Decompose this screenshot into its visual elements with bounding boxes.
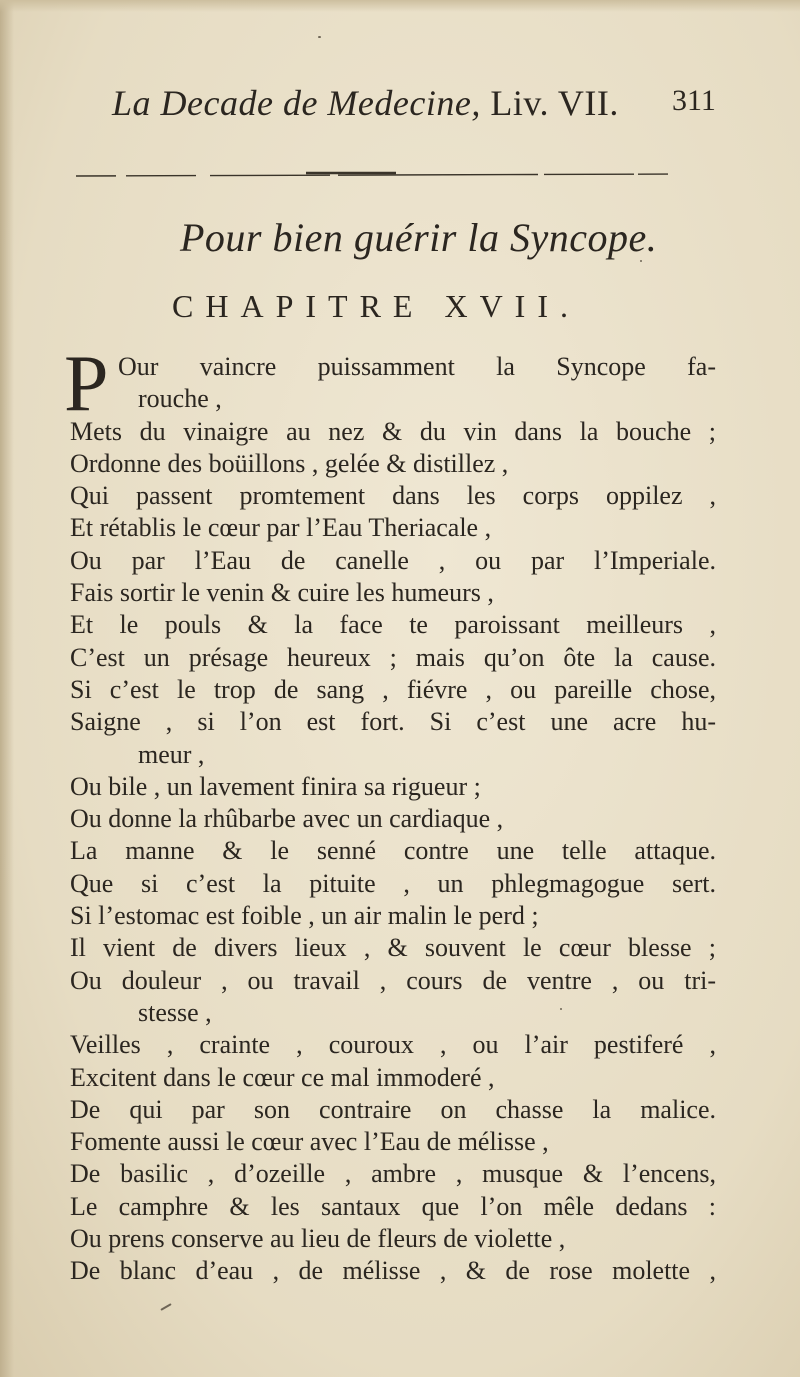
section-title: Pour bien guérir la Syncope. — [180, 215, 658, 260]
verse-line: meur , — [138, 739, 205, 769]
verse-line: Excitent dans le cœur ce mal immoderé , — [70, 1062, 495, 1092]
verse-line: Il vient de divers lieux , & souvent le cœur blesse ; — [70, 933, 716, 963]
verse-line: De qui par son contraire on chasse la malice. — [70, 1094, 716, 1124]
verse-line: stesse , — [138, 997, 212, 1027]
verse-line: Our vaincre puissamment la Syncope fa- — [118, 352, 716, 381]
page-number: 311 — [672, 84, 716, 117]
verse-line: Le camphre & les santaux que l’on mêle dedans : — [70, 1191, 716, 1221]
paper-speck — [318, 36, 321, 38]
verse-line: Ou par l’Eau de canelle , ou par l’Imperiale. — [70, 545, 716, 575]
verse-line: La manne & le senné contre une telle attaque. — [70, 836, 716, 866]
verse-line: De basilic , d’ozeille , ambre , musque & l’encens, — [70, 1159, 716, 1189]
verse-line: De blanc d’eau , de mélisse , & de rose molette , — [70, 1256, 716, 1286]
drop-cap: P — [64, 340, 109, 428]
verse-line: Ou donne la rhûbarbe avec un cardiaque , — [70, 804, 504, 834]
top-edge-shadow — [0, 0, 800, 12]
verse-line: C’est un présage heureux ; mais qu’on ôte la cause. — [70, 642, 716, 672]
verse-line: Veilles , crainte , couroux , ou l’air pestiferé , — [70, 1030, 716, 1060]
verse-line: Qui passent promtement dans les corps oppilez , — [70, 481, 716, 511]
header-rule — [76, 168, 688, 182]
verse-line: Saigne , si l’on est fort. Si c’est une acre hu- — [70, 707, 716, 737]
verse-line: Ordonne des boüillons , gelée & distillez , — [70, 448, 509, 478]
verse-line: Et rétablis le cœur par l’Eau Theriacale , — [70, 513, 492, 543]
verse-line: Et le pouls & la face te paroissant meilleurs , — [70, 610, 716, 640]
book-reference: Liv. VII. — [480, 83, 619, 123]
verse-line: rouche , — [138, 384, 222, 414]
verse-line: Si c’est le trop de sang , fiévre , ou pareille chose, — [70, 674, 716, 704]
poem-body — [0, 351, 800, 1288]
verse-line: Ou bile , un lavement finira sa rigueur ; — [70, 771, 481, 801]
paper-speck — [640, 260, 642, 262]
verse-line: Ou prens conserve au lieu de fleurs de violette , — [70, 1224, 566, 1254]
running-title: La Decade de Medecine, — [112, 83, 481, 123]
verse-line: Fomente aussi le cœur avec l’Eau de mélisse , — [70, 1127, 549, 1157]
verse-line: Fais sortir le venin & cuire les humeurs , — [70, 578, 494, 608]
verse-line: Si l’estomac est foible , un air malin le perd ; — [70, 901, 539, 931]
chapter-heading: CHAPITRE XVII. — [172, 288, 580, 324]
verse-line: Que si c’est la pituite , un phlegmagogue sert. — [70, 868, 716, 898]
verse-line: Mets du vinaigre au nez & du vin dans la bouche ; — [70, 416, 716, 446]
paper-speck — [560, 1008, 562, 1010]
running-head — [112, 82, 619, 124]
paper-speck — [160, 1303, 171, 1311]
verse-line: Ou douleur , ou travail , cours de ventre , ou tri- — [70, 965, 716, 995]
